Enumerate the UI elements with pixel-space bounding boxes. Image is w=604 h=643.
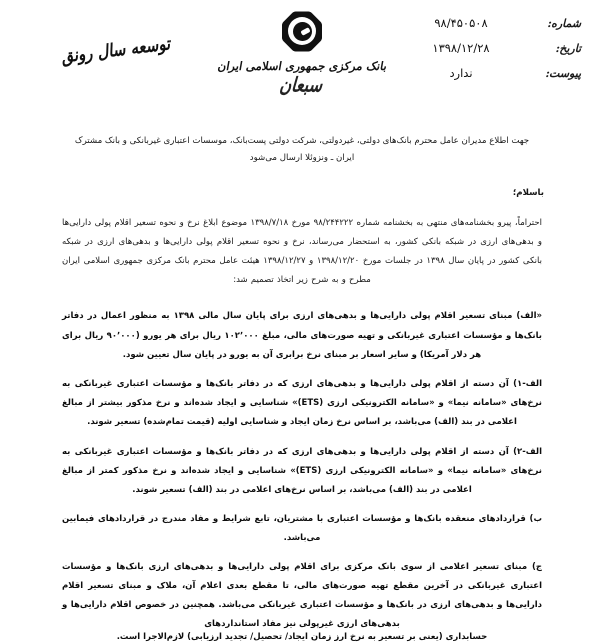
bank-name: بانک مرکزی جمهوری اسلامی ایران	[216, 59, 388, 73]
number-value: ۹۸/۴۵۰۵۰۸	[434, 16, 488, 30]
clause-be: ب) قراردادهای منعقده بانک‌ها و مؤسسات اعتباری با مشتریان، تابع شرایط و مفاد مندرج در قراردادهای فیمابین می‌باشد.	[62, 514, 542, 544]
date-label: تاریخ:	[554, 42, 584, 55]
central-bank-of-iran-emblem-icon	[279, 8, 325, 54]
number-label: شماره:	[546, 17, 584, 30]
attachment-value: ندارد	[449, 66, 473, 80]
clause-alef-2: الف-۲) آن دسته از اقلام پولی دارایی‌ها و بدهی‌های ارزی که در دفاتر بانک‌ها و مؤسسات اعتباری غیربانکی به نرخ‌های «سامانه نیما» و «سامانه الکترونیکی ارزی (ETS)» شناسایی و ایجاد شده‌اند و نرخ مذکور کمتر از مبالغ اعلامی در بند (الف) می‌باشد، بر اساس نرخ‌های اعلامی در بند (الف) تسعیر شوند.	[62, 446, 543, 496]
meta-row-number	[392, 16, 582, 36]
letter-meta-block	[392, 16, 582, 91]
meta-row-date	[392, 41, 582, 61]
date-value: ۱۳۹۸/۱۲/۲۸	[432, 41, 490, 55]
clause-jim: ج) مبنای تسعیر اعلامی از سوی بانک مرکزی برای اقلام پولی دارایی‌ها و بدهی‌های ارزی بانک‌ها و مؤسسات اعتباری غیربانکی در آخرین مقطع تهیه صورت‌های مالی، تا مقطع بعدی اعلام آن، ملاک و مبنای تسعیر اقلام دارایی‌ها و بدهی‌های ارزی در بانک‌ها و مؤسسات اعتباری غیربانکی می‌باشد. همچنین در خصوص اقلام دارایی‌ها و بدهی‌های ارزی غیرپولی نیز مفاد استانداردهای	[62, 561, 542, 630]
paragraph-intro: احتراماً، پیرو بخشنامه‌های منتهی به بخشنامه شماره ۹۸/۲۴۴۲۲۲ مورخ ۱۳۹۸/۷/۱۸ موضوع ابلاغ نرخ و نحوه تسعیر اقلام پولی دارایی‌ها و بدهی‌های ارزی در شبکه بانکی کشور، به استحضار می‌رساند، نرخ و نحوه تسعیر اقلام پولی دارایی‌ها و بدهی‌های ارزی در شبکه بانکی کشور در پایان سال ۱۳۹۸ در جلسات مورخ ۱۳۹۸/۱۲/۲۰ و ۱۳۹۸/۱۲/۲۷ هیئت عامل محترم بانک مرکزی جمهوری اسلامی ایران مطرح و به شرح زیر اتخاذ تصمیم شد:	[62, 218, 543, 285]
letterhead	[0, 0, 604, 118]
greeting: باسلام؛	[512, 188, 544, 198]
clause-alef: «الف) مبنای تسعیر اقلام پولی دارایی‌ها و بدهی‌های ارزی برای پایان سال مالی ۱۳۹۸ به منظور اعمال در دفاتر بانک‌ها و مؤسسات اعتباری غیربانکی و تهیه صورت‌های مالی، مبلغ ۱۰۲٬۰۰۰ ریال برای هر یورو (۹۰٬۰۰۰ ریال برای هر دلار آمریکا) و سایر اسعار بر مبنای نرخ برابری آن به یورو در پایان سال تعیین شود.	[62, 311, 542, 360]
signature-calligraphy: سبعان	[277, 72, 327, 97]
year-slogan-text: توسعه سال رونق	[62, 32, 172, 68]
attachment-label: پیوست:	[544, 67, 584, 80]
letter-body	[0, 214, 604, 643]
recipients-line: جهت اطلاع مدیران عامل محترم بانک‌های دولتی، غیردولتی، شرکت دولتی پست‌بانک، موسسات اعتباری غیربانکی و بانک مشترک ایران ـ ونزوئلا ارسال می‌شود	[74, 136, 530, 163]
meta-row-attachment	[392, 66, 582, 86]
clause-alef-1: الف-۱) آن دسته از اقلام پولی دارایی‌ها و بدهی‌های ارزی که در دفاتر بانک‌ها و مؤسسات اعتباری غیربانکی به نرخ‌های «سامانه نیما» و «سامانه الکترونیکی ارزی (ETS)» شناسایی و ایجاد شده‌اند و نرخ مذکور بیشتر از مبالغ اعلامی در بند (الف) می‌باشد، بر اساس نرخ زمان ایجاد و شناسایی اولیه (قیمت تمام‌شده) تسعیر شوند.	[62, 379, 542, 428]
clause-jim-continuation-clipped: حسابداری (یعنی بر تسعیر به نرخ ارز زمان ایجاد/ تحصیل/ تجدید ارزیابی) لازم‌الاجرا است.	[116, 632, 488, 642]
